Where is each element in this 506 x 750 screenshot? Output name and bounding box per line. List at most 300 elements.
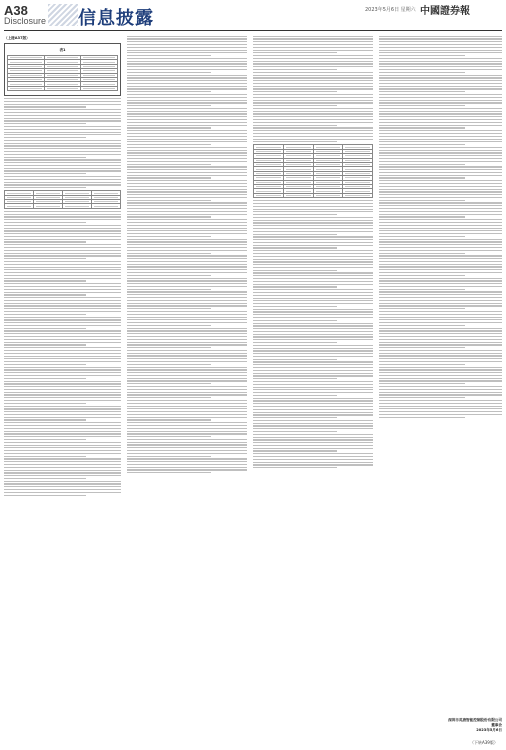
text-line [379,125,502,126]
text-line [379,408,502,409]
text-line [127,425,247,426]
text-line [127,36,247,37]
text-line [127,294,247,295]
text-line [4,225,121,226]
text-line [379,305,502,306]
text-line [379,219,502,220]
text-line [379,205,502,206]
column-1 [4,34,121,746]
text-line [379,328,502,329]
text-line [127,422,247,423]
text-line [4,314,86,315]
text-line [4,364,86,365]
text-line [253,133,373,134]
text-line [127,383,211,384]
text-line [379,86,502,87]
text-line [379,247,502,248]
text-line [4,478,86,479]
text-line [4,322,121,323]
text-line [4,143,121,144]
text-line [253,392,373,393]
text-line [379,297,502,298]
text-line [127,353,247,354]
text-line [253,55,373,56]
text-line [379,403,502,404]
text-line [127,317,247,318]
text-line [379,191,502,192]
text-line [379,361,502,362]
text-line [253,58,373,59]
text-line [253,217,373,218]
text-line [379,283,502,284]
text-line [4,436,121,437]
text-line [4,222,86,223]
text-line [127,50,247,51]
text-line [379,392,502,393]
text-line [253,36,373,37]
text-line [379,77,502,78]
text-line [4,330,121,331]
text-line [253,292,373,293]
text-line [379,230,502,231]
text-line [253,423,373,424]
text-line [379,350,502,351]
text-line [4,350,121,351]
text-line [4,456,86,457]
text-line [379,364,465,365]
text-line [379,278,502,279]
text-line [127,191,247,192]
text-line [4,278,121,279]
text-line [253,412,373,413]
text-line [379,147,502,148]
text-line [379,269,502,270]
text-line [127,230,247,231]
text-line [127,122,247,123]
text-line [127,428,247,429]
text-line [379,367,502,368]
table-row [8,86,118,90]
text-line [4,453,121,454]
text-line [127,269,247,270]
text-line [4,230,121,231]
text-line [253,298,373,299]
text-line [253,86,373,87]
text-line [253,264,373,265]
text-line [253,127,373,128]
text-line [127,236,211,237]
text-line [127,189,247,190]
text-line [4,184,121,185]
text-line [379,389,502,390]
company-name: 深圳市英唐智能控制股份有限公司 [448,718,502,722]
text-line [253,353,373,354]
text-line [253,320,337,321]
text-line [253,111,373,112]
text-line [127,258,247,259]
text-line [127,319,247,320]
text-line [127,389,247,390]
page-number: A38 [4,3,28,18]
text-line [4,372,121,373]
text-line [253,378,337,379]
text-line [127,239,247,240]
text-line [379,141,502,142]
text-line [379,108,502,109]
text-line [127,250,247,251]
text-line [4,389,121,390]
text-line [253,342,337,343]
text-line [379,406,502,407]
text-line [4,286,121,287]
text-line [4,264,121,265]
text-line [127,406,247,407]
text-line [127,305,247,306]
text-line [127,111,247,112]
text-line [379,383,465,384]
text-line [127,433,247,434]
text-line [4,247,121,248]
text-line [127,444,247,445]
text-line [253,325,373,326]
text-line [127,125,247,126]
column-4 [379,34,502,746]
text-line [4,140,121,141]
text-line [127,394,247,395]
text-line [127,228,247,229]
text-line [253,209,373,210]
text-line [253,108,373,109]
text-line [4,361,121,362]
text-line [127,464,247,465]
text-line [4,112,121,113]
text-line [127,397,211,398]
text-line [127,144,211,145]
text-line [253,125,337,126]
text-line [379,202,502,203]
text-line [127,467,247,468]
text-line [379,266,502,267]
text-line [253,94,373,95]
text-line [379,122,502,123]
text-line [253,336,373,337]
text-line [4,419,86,420]
text-line [127,166,247,167]
data-table [7,55,118,91]
text-line [4,137,86,138]
text-line [379,211,502,212]
text-line [127,52,247,53]
table-cell [92,204,121,208]
text-line [379,319,502,320]
text-line [4,406,121,407]
text-line [127,136,247,137]
text-line [127,200,211,201]
text-line [379,136,502,137]
text-line [127,119,247,120]
text-line [4,132,121,133]
text-line [253,259,373,260]
text-line [253,356,373,357]
text-line [379,294,502,295]
text-line [379,386,502,387]
text-line [127,172,247,173]
text-line [379,253,465,254]
text-line [4,486,121,487]
text-line [4,269,121,270]
text-line [379,375,502,376]
text-line [379,58,502,59]
text-line [127,216,211,217]
text-line [4,300,121,301]
body-text-block [379,36,502,418]
table-cell [63,204,92,208]
text-line [253,314,373,315]
text-line [127,275,211,276]
text-line [4,367,121,368]
text-line [379,175,502,176]
text-line [127,202,247,203]
table-row [5,204,121,208]
text-line [127,164,211,165]
text-line [379,244,502,245]
text-line [253,400,373,401]
text-line [379,97,502,98]
text-line [4,292,121,293]
text-line [253,384,373,385]
text-line [4,308,121,309]
text-line [4,216,121,217]
text-line [127,66,247,67]
text-line [4,394,121,395]
text-line [127,311,247,312]
text-line [127,364,211,365]
text-line [253,256,373,257]
text-line [127,97,247,98]
text-line [127,417,247,418]
text-line [127,339,247,340]
text-line [4,403,86,404]
text-line [379,166,502,167]
text-line [4,339,121,340]
text-line [253,44,373,45]
continued-label: （下转A39版） [470,740,498,745]
text-line [4,123,86,124]
newspaper-masthead: 中國證券報 [420,6,470,17]
text-line [379,75,502,76]
text-line [379,189,502,190]
text-line [379,339,502,340]
table-cell [254,193,284,197]
text-line [253,38,373,39]
text-line [127,72,211,73]
text-line [4,154,121,155]
text-line [379,41,502,42]
text-line [127,333,247,334]
text-line [253,77,373,78]
text-line [253,91,337,92]
text-line [379,289,465,290]
text-line [127,439,247,440]
text-line [4,369,121,370]
text-line [127,261,247,262]
text-line [127,264,247,265]
text-line [253,47,373,48]
text-line [253,116,373,117]
text-line [253,211,373,212]
text-line [4,239,121,240]
text-line [253,50,373,51]
text-line [4,255,121,256]
text-line [127,186,247,187]
text-line [127,469,247,470]
text-line [4,258,86,259]
text-line [127,108,247,109]
page-header [0,0,506,30]
text-line [253,214,337,215]
text-line [253,387,373,388]
text-line [4,481,121,482]
text-line [379,61,502,62]
text-line [127,233,247,234]
text-line [127,378,247,379]
text-line [4,414,121,415]
text-line [253,206,373,207]
text-line [4,145,121,146]
text-line [379,286,502,287]
sign-date: 2023年5月6日 [476,728,502,732]
text-line [4,118,121,119]
text-line [379,417,465,418]
body-text-block [253,200,373,468]
text-line [4,134,121,135]
text-line [127,113,247,114]
text-line [127,286,247,287]
text-line [127,38,247,39]
text-line [253,253,373,254]
text-line [127,280,247,281]
text-line [253,75,373,76]
text-line [379,233,502,234]
text-line [127,80,247,81]
text-line [379,102,502,103]
text-line [379,239,502,240]
text-line [253,403,373,404]
text-line [379,347,465,348]
text-line [253,328,373,329]
text-line [379,94,502,95]
text-line [4,458,121,459]
text-line [127,169,247,170]
text-line [253,448,373,449]
text-line [253,80,373,81]
text-line [127,419,211,420]
text-line [253,72,373,73]
text-line [4,267,121,268]
text-line [253,97,373,98]
table-cell [313,193,343,197]
text-line [127,431,247,432]
text-line [127,472,211,473]
text-line [127,222,247,223]
text-line [127,241,247,242]
text-line [379,258,502,259]
text-line [4,495,86,496]
text-line [253,381,373,382]
text-line [253,306,337,307]
text-line [4,472,121,473]
text-line [379,272,502,273]
text-line [379,342,502,343]
data-table [253,144,373,198]
text-line [127,328,247,329]
body-text-block [4,98,121,188]
text-line [379,228,502,229]
text-line [127,386,247,387]
text-line [127,211,247,212]
text-line [127,41,247,42]
text-line [127,436,211,437]
text-line [127,214,247,215]
text-line [379,69,502,70]
text-line [4,425,121,426]
text-line [379,130,502,131]
text-line [127,158,247,159]
text-line [127,336,247,337]
text-line [4,168,121,169]
text-line [127,283,247,284]
text-line [253,367,373,368]
text-line [379,214,502,215]
text-line [379,111,502,112]
text-line [379,303,502,304]
text-line [379,83,502,84]
text-line [253,323,373,324]
text-line [127,180,247,181]
text-line [127,150,247,151]
text-line [127,116,247,117]
text-line [253,348,373,349]
table-cell [8,86,45,90]
text-line [253,364,373,365]
text-line [4,483,121,484]
text-line [127,380,247,381]
text-line [127,244,247,245]
text-line [127,278,247,279]
text-line [253,242,373,243]
text-line [253,239,373,240]
text-line [4,165,121,166]
text-line [379,261,502,262]
text-line [127,447,247,448]
text-line [253,220,373,221]
text-line [379,169,502,170]
text-line [379,322,502,323]
text-line [127,63,247,64]
text-line [253,234,337,235]
text-line [379,355,502,356]
text-line [127,291,247,292]
text-line [253,286,337,287]
text-line [4,428,121,429]
text-line [253,284,373,285]
text-line [127,358,247,359]
text-line [127,127,211,128]
text-line [4,303,121,304]
text-line [127,322,247,323]
text-line [379,344,502,345]
text-line [4,115,121,116]
